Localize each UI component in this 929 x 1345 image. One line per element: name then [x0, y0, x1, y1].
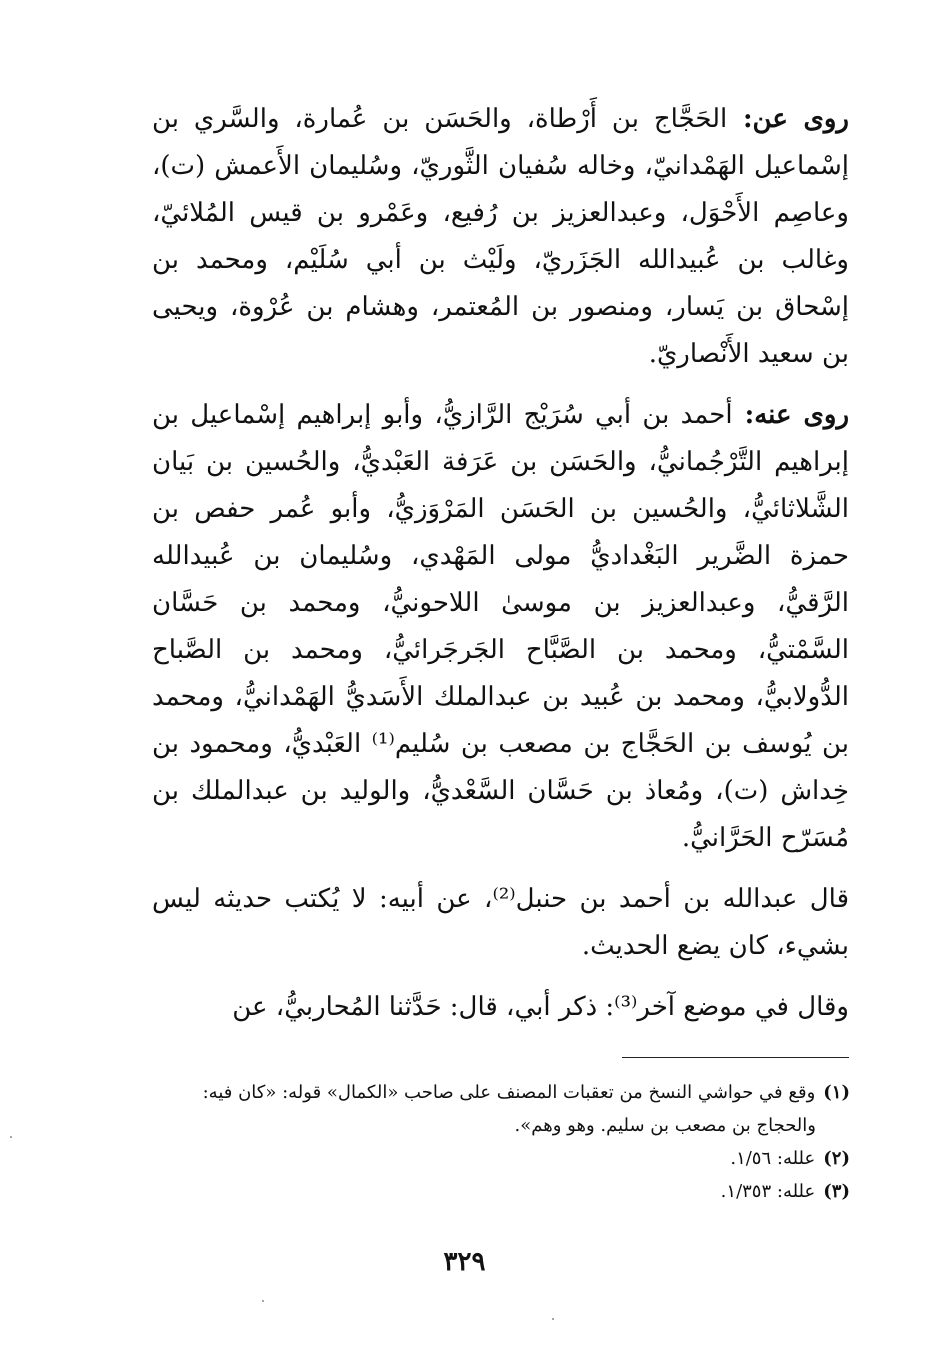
footnote-2 — [150, 1142, 850, 1175]
paragraph-text: قال عبدالله بن أحمد بن حنبل⁽²⁾، عن أبيه: لا يُكتب حديثه ليس بشيء، كان يضع الحديث. — [152, 884, 849, 961]
scan-speck — [552, 1318, 554, 1320]
scan-speck — [10, 1136, 12, 1138]
paragraph-narrated-by — [152, 392, 849, 862]
footnotes — [150, 1076, 850, 1208]
paragraph-text: وقال في موضع آخر⁽³⁾: ذكر أبي، قال: حَدَّثنا المُحاربيُّ، عن — [232, 992, 849, 1022]
main-text — [152, 96, 849, 1031]
footnote-3 — [150, 1175, 850, 1208]
footnote-number: (٢) — [823, 1148, 850, 1169]
paragraph-text: الحَجَّاج بن أَرْطاة، والحَسَن بن عُمارة، والسَّري بن إسْماعيل الهَمْدانيّ، وخاله سُفيان الثَّوريّ، وسُليمان الأَعمش (ت)، وعاصِم الأَحْوَل، وعبدالعزيز بن رُفيع، وعَمْرو بن قيس المُلائيّ، وغالب بن عُبيدالله الجَزَريّ، ولَيْث بن أبي سُلَيْم، ومحمد بن إسْحاق بن يَسار، ومنصور بن المُعتمر، وهشام بن عُرْوة، ويحيى بن سعيد الأَنْصاريّ. — [152, 104, 849, 369]
paragraph-lead: روى عن: — [727, 104, 849, 134]
scan-speck — [262, 1300, 264, 1302]
footnote-1 — [150, 1076, 850, 1109]
footnote-text: علله: ١/٥٦. — [730, 1148, 816, 1169]
page-number: ٣٢٩ — [443, 1247, 486, 1277]
paragraph-another-place — [152, 984, 849, 1031]
footnote-number: (٣) — [823, 1181, 850, 1202]
footnote-number: (١) — [823, 1082, 850, 1103]
paragraph-lead: روى عنه: — [732, 400, 850, 430]
paragraph-abdullah-quote — [152, 876, 849, 970]
paragraph-text: أحمد بن أبي سُرَيْج الرَّازيُّ، وأبو إبراهيم إسْماعيل بن إبراهيم التَّرْجُمانيُّ، والحَسَن بن عَرَفة العَبْديُّ، والحُسين بن بَيان الشَّلاثائيُّ، والحُسين بن الحَسَن المَرْوَزيُّ، وأبو عُمر حفص بن حمزة الضَّرير البَغْداديُّ مولى المَهْدي، وسُليمان بن عُبيدالله الرَّقيُّ، وعبدالعزيز بن موسىٰ اللاحونيُّ، ومحمد بن حَسَّان السَّمْتيُّ، ومحمد بن الصَّبَّاح الجَرجَرائيُّ، ومحمد بن الصَّباح الدُّولابيُّ، ومحمد بن عُبيد بن عبدالملك الأَسَديُّ الهَمْدانيُّ، ومحمد بن يُوسف بن الحَجَّاج بن مصعب بن سُليم⁽¹⁾ العَبْديُّ، ومحمود بن خِداش (ت)، ومُعاذ بن حَسَّان السَّعْديُّ، والوليد بن عبدالملك بن مُسَرّح الحَرَّانيُّ. — [152, 400, 849, 853]
footnote-separator — [622, 1057, 849, 1058]
footnote-text: وقع في حواشي النسخ من تعقبات المصنف على صاحب «الكمال» قوله: «كان فيه: — [202, 1082, 816, 1103]
footnote-1-continuation: والحجاج بن مصعب بن سليم. وهو وهم». — [514, 1115, 816, 1136]
paragraph-narrated-from — [152, 96, 849, 378]
footnote-text: علله: ١/٣٥٣. — [720, 1181, 816, 1202]
